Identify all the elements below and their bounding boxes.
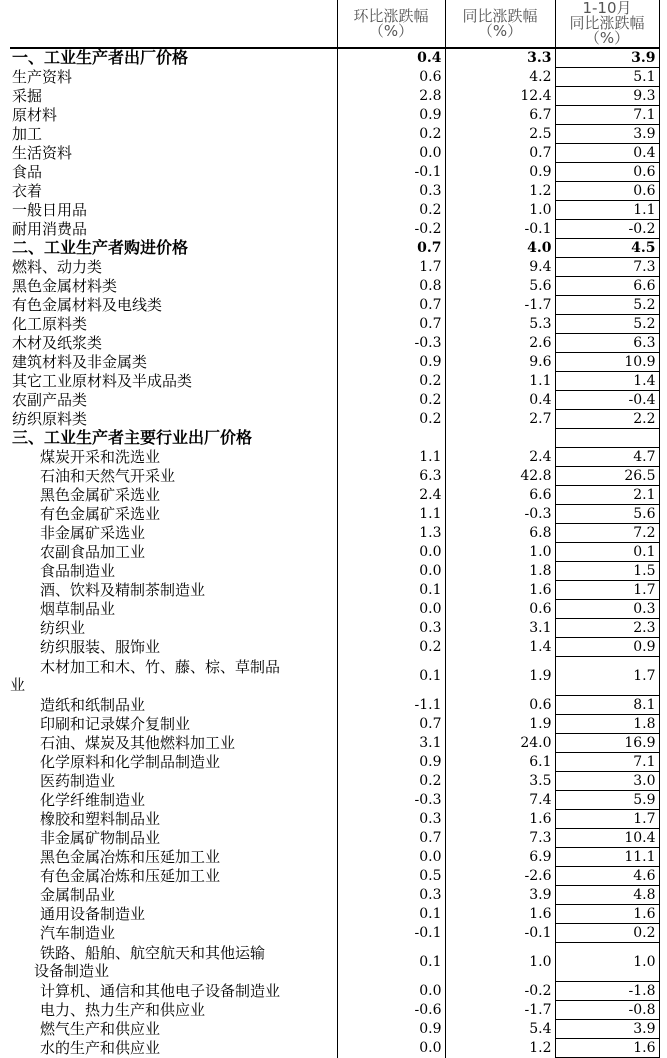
cell-mom: 0.2	[337, 125, 445, 144]
row-label: 三、工业生产者主要行业出厂价格	[12, 428, 253, 447]
cell-mom: 0.7	[337, 239, 445, 258]
cell-mom: 0.0	[337, 144, 445, 163]
cell-yoy: 6.8	[445, 524, 555, 543]
cell-ytd: 0.6	[555, 182, 659, 201]
cell-yoy: 0.6	[445, 696, 555, 715]
table-row	[10, 638, 659, 657]
cell-yoy: 1.1	[445, 372, 555, 391]
cell-ytd: 3.9	[555, 48, 659, 68]
table-row	[10, 182, 659, 201]
cell-mom: 0.3	[337, 810, 445, 829]
table-row	[10, 315, 659, 334]
row-label: 有色金属材料及电线类	[12, 296, 163, 314]
row-label: 有色金属冶炼和压延加工业	[40, 867, 221, 885]
table-row	[10, 581, 659, 600]
table-row	[10, 353, 659, 372]
table-row	[10, 296, 659, 315]
cell-mom: 0.3	[337, 619, 445, 638]
cell-mom: 0.2	[337, 391, 445, 410]
cell-mom: 0.7	[337, 296, 445, 315]
cell-ytd: 4.7	[555, 448, 659, 467]
table-row	[10, 810, 659, 829]
cell-mom: 0.9	[337, 353, 445, 372]
cell-yoy: 1.2	[445, 182, 555, 201]
cell-mom: 0.1	[337, 905, 445, 924]
cell-yoy: 5.3	[445, 315, 555, 334]
cell-yoy: 12.4	[445, 87, 555, 106]
header-yoy-line1: 同比涨跌幅	[462, 6, 538, 25]
cell-ytd: 0.2	[555, 924, 659, 943]
table-row	[10, 277, 659, 296]
cell-yoy: 6.7	[445, 106, 555, 125]
row-label: 计算机、通信和其他电子设备制造业	[40, 982, 281, 1000]
cell-mom: 2.8	[337, 87, 445, 106]
cell-yoy: 2.4	[445, 448, 555, 467]
header-yoy-line2: （%）	[477, 21, 523, 40]
cell-ytd: 4.6	[555, 867, 659, 886]
row-label: 电力、热力生产和供应业	[40, 1001, 206, 1019]
table-row	[10, 924, 659, 943]
cell-ytd: -1.8	[555, 982, 659, 1001]
row-label: 食品制造业	[40, 562, 116, 580]
cell-ytd: 8.1	[555, 696, 659, 715]
cell-ytd: 2.2	[555, 410, 659, 429]
table-row	[10, 239, 659, 258]
cell-ytd: 2.1	[555, 486, 659, 505]
cell-ytd: 1.4	[555, 372, 659, 391]
cell-mom: 0.5	[337, 867, 445, 886]
cell-yoy: 9.6	[445, 353, 555, 372]
table-row	[10, 48, 659, 68]
cell-yoy: 0.9	[445, 163, 555, 182]
row-label: 造纸和纸制品业	[40, 696, 146, 714]
row-label	[10, 657, 337, 696]
row-label: 酒、饮料及精制茶制造业	[40, 581, 206, 599]
cell-mom: 0.0	[337, 562, 445, 581]
cell-mom: 0.4	[337, 48, 445, 68]
cell-mom: 0.3	[337, 886, 445, 905]
cell-mom: -0.1	[337, 924, 445, 943]
row-label: 非金属矿物制品业	[40, 829, 161, 847]
cell-mom: 0.7	[337, 829, 445, 848]
cell-yoy: 1.0	[445, 543, 555, 562]
cell-yoy: -2.6	[445, 867, 555, 886]
cell-mom: 3.1	[337, 734, 445, 753]
table-row	[10, 753, 659, 772]
cell-mom: 1.1	[337, 505, 445, 524]
cell-ytd: 1.7	[555, 657, 659, 696]
table-row	[10, 600, 659, 619]
cell-yoy: -1.7	[445, 1001, 555, 1020]
row-label: 汽车制造业	[40, 924, 116, 942]
cell-mom: 6.3	[337, 467, 445, 486]
table-row	[10, 619, 659, 638]
cell-yoy: 0.4	[445, 391, 555, 410]
cell-yoy: -0.2	[445, 982, 555, 1001]
table-row	[10, 163, 659, 182]
cell-ytd: 5.6	[555, 505, 659, 524]
table-row	[10, 87, 659, 106]
cell-yoy: 0.6	[445, 600, 555, 619]
row-label: 化工原料类	[12, 315, 88, 333]
cell-mom: -0.1	[337, 163, 445, 182]
table-row	[10, 429, 659, 448]
cell-yoy: 3.9	[445, 886, 555, 905]
cell-yoy: 1.6	[445, 810, 555, 829]
cell-yoy: 3.1	[445, 619, 555, 638]
cell-mom: -0.6	[337, 1001, 445, 1020]
cell-mom: 0.2	[337, 638, 445, 657]
row-label: 原材料	[12, 106, 58, 124]
row-label: 衣着	[12, 182, 43, 200]
cell-mom: 0.2	[337, 372, 445, 391]
cell-ytd: 1.6	[555, 905, 659, 924]
cell-yoy: 1.8	[445, 562, 555, 581]
cell-ytd: 16.9	[555, 734, 659, 753]
cell-ytd: 3.0	[555, 772, 659, 791]
table-body	[10, 48, 659, 1058]
cell-yoy: 4.0	[445, 239, 555, 258]
cell-mom: -1.1	[337, 696, 445, 715]
cell-yoy: 1.0	[445, 201, 555, 220]
cell-ytd	[555, 429, 659, 448]
cell-ytd: 1.0	[555, 943, 659, 982]
cell-mom: 0.2	[337, 410, 445, 429]
table-row	[10, 106, 659, 125]
table-row	[10, 144, 659, 163]
table-row	[10, 505, 659, 524]
cell-mom: 1.1	[337, 448, 445, 467]
header-ytd-line3: （%）	[584, 29, 630, 47]
table-row	[10, 791, 659, 810]
table-row	[10, 867, 659, 886]
header-blank	[10, 0, 337, 48]
cell-ytd: 10.4	[555, 829, 659, 848]
cell-mom: 0.0	[337, 1039, 445, 1058]
cell-ytd: 11.1	[555, 848, 659, 867]
table-row	[10, 391, 659, 410]
cell-ytd: 0.1	[555, 543, 659, 562]
cell-yoy: 1.0	[445, 943, 555, 982]
table-row	[10, 125, 659, 144]
row-label: 一般日用品	[12, 201, 88, 219]
cell-mom: 2.4	[337, 486, 445, 505]
header-mom-line1: 环比涨跌幅	[353, 6, 429, 25]
cell-ytd: 0.3	[555, 600, 659, 619]
cell-ytd: 5.2	[555, 296, 659, 315]
table-row	[10, 201, 659, 220]
ppi-table	[10, 0, 660, 1058]
cell-ytd: 1.5	[555, 562, 659, 581]
table-header	[10, 0, 659, 48]
cell-yoy: 24.0	[445, 734, 555, 753]
cell-yoy: 6.1	[445, 753, 555, 772]
cell-mom: 0.0	[337, 982, 445, 1001]
row-label: 农副产品类	[12, 391, 88, 409]
header-ytd-line2: 同比涨跌幅	[569, 14, 645, 32]
row-label: 烟草制品业	[40, 600, 116, 618]
cell-mom: -0.2	[337, 220, 445, 239]
row-label: 有色金属矿采选业	[40, 505, 161, 523]
row-label: 非金属矿采选业	[40, 524, 146, 542]
cell-yoy	[445, 429, 555, 448]
row-label: 其它工业原材料及半成品类	[12, 372, 193, 390]
cell-ytd: 7.1	[555, 106, 659, 125]
cell-ytd: -0.4	[555, 391, 659, 410]
row-label: 食品	[12, 163, 43, 181]
cell-ytd: -0.8	[555, 1001, 659, 1020]
table-row	[10, 829, 659, 848]
cell-yoy: 5.4	[445, 1020, 555, 1039]
row-label: 化学原料和化学制品制造业	[40, 753, 221, 771]
cell-yoy: -0.1	[445, 924, 555, 943]
table-row	[10, 715, 659, 734]
table-row	[10, 657, 659, 696]
row-label: 橡胶和塑料制品业	[40, 810, 161, 828]
cell-ytd: 1.7	[555, 810, 659, 829]
table-row	[10, 982, 659, 1001]
cell-mom: 0.8	[337, 277, 445, 296]
cell-ytd: 4.5	[555, 239, 659, 258]
header-ytd	[555, 0, 659, 48]
header-mom-line2: （%）	[368, 21, 414, 40]
row-label: 医药制造业	[40, 772, 116, 790]
row-label: 黑色金属冶炼和压延加工业	[40, 848, 221, 866]
header-mom	[337, 0, 445, 48]
cell-ytd: 5.9	[555, 791, 659, 810]
cell-mom: 1.3	[337, 524, 445, 543]
cell-yoy: 6.6	[445, 486, 555, 505]
cell-ytd: 0.6	[555, 163, 659, 182]
cell-yoy: 9.4	[445, 258, 555, 277]
cell-ytd: 4.8	[555, 886, 659, 905]
row-label	[10, 943, 337, 982]
table-row	[10, 467, 659, 486]
row-label: 印刷和记录媒介复制业	[40, 715, 191, 733]
cell-yoy: 2.7	[445, 410, 555, 429]
cell-ytd: 2.3	[555, 619, 659, 638]
cell-yoy: 2.5	[445, 125, 555, 144]
table-row	[10, 334, 659, 353]
row-label: 耐用消费品	[12, 220, 88, 238]
cell-mom: 0.2	[337, 201, 445, 220]
cell-mom: 0.7	[337, 715, 445, 734]
table-row	[10, 848, 659, 867]
table-row	[10, 258, 659, 277]
cell-mom: 0.0	[337, 543, 445, 562]
cell-ytd: 3.9	[555, 1020, 659, 1039]
row-label: 金属制品业	[40, 886, 116, 904]
row-label: 采掘	[12, 87, 43, 105]
table-row	[10, 905, 659, 924]
row-label: 生活资料	[12, 144, 73, 162]
table-row	[10, 943, 659, 982]
row-label: 生产资料	[12, 68, 73, 86]
row-label: 一、工业生产者出厂价格	[12, 48, 189, 68]
cell-mom: -0.3	[337, 334, 445, 353]
cell-mom: 0.3	[337, 182, 445, 201]
row-label: 建筑材料及非金属类	[12, 353, 148, 371]
cell-mom: 1.7	[337, 258, 445, 277]
row-label: 加工	[12, 125, 43, 143]
cell-ytd: 10.9	[555, 353, 659, 372]
table-row	[10, 524, 659, 543]
row-label: 燃气生产和供应业	[40, 1020, 161, 1038]
table-row	[10, 372, 659, 391]
cell-ytd: 5.2	[555, 315, 659, 334]
cell-yoy: 2.6	[445, 334, 555, 353]
row-label: 黑色金属材料类	[12, 277, 118, 295]
cell-mom: 0.9	[337, 1020, 445, 1039]
cell-ytd: 1.7	[555, 581, 659, 600]
table-row	[10, 1001, 659, 1020]
cell-ytd: 1.1	[555, 201, 659, 220]
cell-mom: 0.2	[337, 772, 445, 791]
cell-mom: -0.3	[337, 791, 445, 810]
cell-yoy: 3.5	[445, 772, 555, 791]
table-row	[10, 486, 659, 505]
cell-ytd: -0.2	[555, 220, 659, 239]
cell-yoy: 7.4	[445, 791, 555, 810]
table-row	[10, 1039, 659, 1058]
cell-ytd: 3.9	[555, 125, 659, 144]
cell-ytd: 1.6	[555, 1039, 659, 1058]
row-label: 水的生产和供应业	[40, 1039, 161, 1057]
row-label: 二、工业生产者购进价格	[12, 238, 189, 257]
row-label: 纺织业	[40, 619, 86, 637]
table-row	[10, 1020, 659, 1039]
table-row	[10, 886, 659, 905]
row-label: 石油、煤炭及其他燃料加工业	[40, 734, 236, 752]
row-label-line2: 业	[10, 675, 26, 694]
table-row	[10, 696, 659, 715]
row-label: 煤炭开采和洗选业	[40, 448, 161, 466]
row-label: 黑色金属矿采选业	[40, 486, 161, 504]
cell-ytd: 7.2	[555, 524, 659, 543]
cell-mom: 0.9	[337, 106, 445, 125]
cell-yoy: 3.3	[445, 48, 555, 68]
cell-mom: 0.0	[337, 848, 445, 867]
cell-yoy: 5.6	[445, 277, 555, 296]
row-label-line2: 设备制造业	[34, 961, 110, 980]
table-row	[10, 68, 659, 87]
cell-ytd: 6.3	[555, 334, 659, 353]
table-row	[10, 220, 659, 239]
cell-mom: 0.9	[337, 753, 445, 772]
cell-yoy: 4.2	[445, 68, 555, 87]
table-row	[10, 448, 659, 467]
row-label: 通用设备制造业	[40, 905, 146, 923]
cell-yoy: 6.9	[445, 848, 555, 867]
cell-ytd: 7.1	[555, 753, 659, 772]
cell-yoy: -0.3	[445, 505, 555, 524]
row-label-line1: 木材加工和木、竹、藤、棕、草制品	[40, 657, 281, 676]
cell-mom: 0.1	[337, 581, 445, 600]
row-label: 纺织原料类	[12, 410, 88, 428]
cell-yoy: 1.9	[445, 715, 555, 734]
cell-ytd: 9.3	[555, 87, 659, 106]
cell-mom: 0.1	[337, 943, 445, 982]
table-row	[10, 543, 659, 562]
cell-ytd: 26.5	[555, 467, 659, 486]
row-label: 化学纤维制造业	[40, 791, 146, 809]
cell-mom	[337, 429, 445, 448]
cell-ytd: 7.3	[555, 258, 659, 277]
cell-mom: 0.6	[337, 68, 445, 87]
cell-mom: 0.0	[337, 600, 445, 619]
cell-ytd: 0.9	[555, 638, 659, 657]
cell-yoy: 1.6	[445, 581, 555, 600]
cell-yoy: 1.2	[445, 1039, 555, 1058]
row-label: 农副食品加工业	[40, 543, 146, 561]
cell-yoy: 1.6	[445, 905, 555, 924]
table-row	[10, 410, 659, 429]
cell-yoy: 0.7	[445, 144, 555, 163]
table-row	[10, 734, 659, 753]
cell-yoy: 1.9	[445, 657, 555, 696]
cell-mom: 0.1	[337, 657, 445, 696]
cell-ytd: 6.6	[555, 277, 659, 296]
cell-ytd: 0.4	[555, 144, 659, 163]
cell-yoy: 7.3	[445, 829, 555, 848]
table-row	[10, 772, 659, 791]
table-row	[10, 562, 659, 581]
cell-yoy: 42.8	[445, 467, 555, 486]
cell-yoy: -1.7	[445, 296, 555, 315]
row-label: 纺织服装、服饰业	[40, 638, 161, 656]
cell-mom: 0.7	[337, 315, 445, 334]
row-label: 木材及纸浆类	[12, 334, 103, 352]
cell-ytd: 5.1	[555, 68, 659, 87]
cell-yoy: -0.1	[445, 220, 555, 239]
cell-yoy: 1.4	[445, 638, 555, 657]
row-label: 燃料、动力类	[12, 258, 103, 276]
row-label: 石油和天然气开采业	[40, 467, 176, 485]
header-yoy	[445, 0, 555, 48]
cell-ytd: 1.8	[555, 715, 659, 734]
header-ytd-line1: 1-10月	[582, 0, 632, 17]
row-label-line1: 铁路、船舶、航空航天和其他运输	[40, 943, 266, 962]
